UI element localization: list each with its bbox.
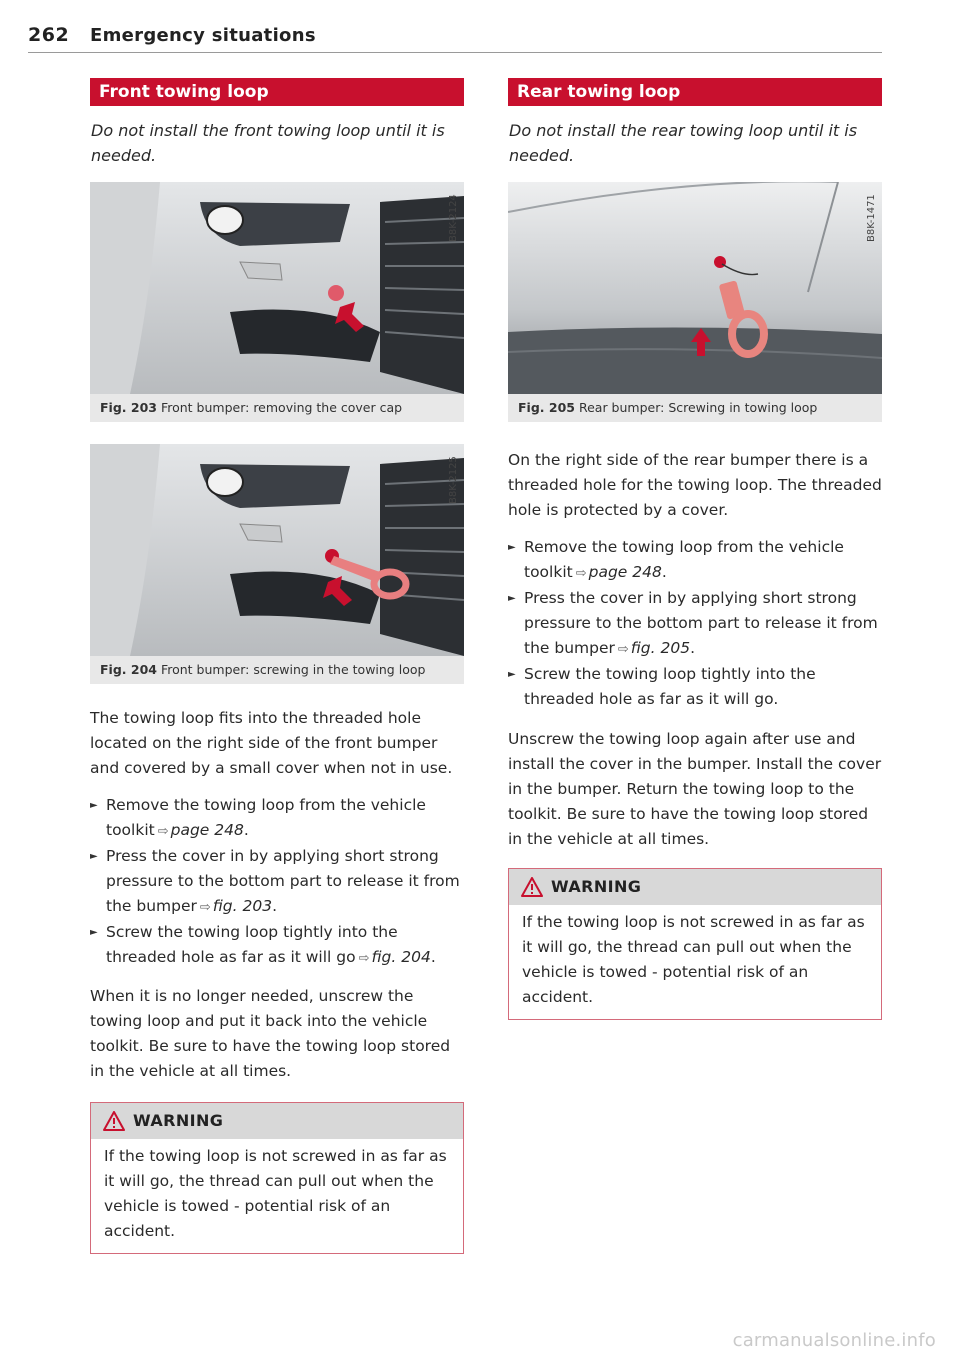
list-item-text: Screw the towing loop tightly into the threaded hole as far as it will go <box>106 923 398 966</box>
list-item <box>508 662 882 712</box>
warning-box <box>90 1102 464 1254</box>
intro-rear: Do not install the rear towing loop until it is needed. <box>509 121 858 165</box>
arrow-right-icon: ⇨ <box>617 642 629 657</box>
list-item-text: Remove the towing loop from the vehicle toolkit <box>106 796 426 839</box>
figure-code: B8K-2125 <box>448 456 459 504</box>
arrow-right-icon: ⇨ <box>575 566 587 581</box>
body-paragraph: The towing loop fits into the threaded hole located on the right side of the front bumper and covered by a small cover when not in use. <box>90 709 453 777</box>
page-header <box>28 22 882 53</box>
front-bumper-loop-illustration <box>90 444 464 656</box>
figure-caption-text: Front bumper: screwing in the towing loop <box>160 662 426 677</box>
figure-caption-text: Rear bumper: Screwing in towing loop <box>578 400 818 415</box>
figure-number: Fig. 204 <box>100 662 157 677</box>
warning-text: If the towing loop is not screwed in as far as it will go, the thread can pull out when the vehicle is towed - potential risk of an accident. <box>104 1147 447 1240</box>
front-towing-section <box>90 78 464 1254</box>
body-paragraph: When it is no longer needed, unscrew the towing loop and put it back into the vehicle toolkit. Be sure to have the towing loop stored in the vehicle at all times. <box>90 987 451 1080</box>
arrow-right-icon: ⇨ <box>199 900 211 915</box>
figure-204 <box>90 444 464 684</box>
rear-towing-section <box>508 78 882 1020</box>
warning-header <box>509 869 881 905</box>
figure-code: B8K-2124 <box>448 194 459 242</box>
list-item-text: Remove the towing loop from the vehicle toolkit <box>524 538 844 581</box>
figure-reference-link[interactable]: fig. 204 <box>371 948 431 966</box>
list-item: ► Press the cover in by applying short strong pressure to the bottom part to release it from the bumper ⇨ fig. 203. <box>90 844 464 920</box>
rear-bumper-loop-illustration <box>508 182 882 394</box>
list-item-text: Press the cover in by applying short strong pressure to the bottom part to release it from the bumper <box>524 589 878 657</box>
list-item-text: Press the cover in by applying short strong pressure to the bottom part to release it from the bumper <box>106 847 460 915</box>
front-bumper-cover-illustration <box>90 182 464 394</box>
page-reference-link[interactable]: page 248 <box>588 563 662 581</box>
chapter-title: Emergency situations <box>90 25 316 46</box>
list-item: ► Press the cover in by applying short strong pressure to the bottom part to release it from the bumper ⇨ fig. 205. <box>508 586 882 662</box>
instruction-list <box>90 793 464 971</box>
figure-reference-link[interactable]: fig. 205 <box>630 639 691 657</box>
list-item: ► Remove the towing loop from the vehicle toolkit ⇨ page 248. <box>508 535 882 586</box>
list-item: ► Remove the towing loop from the vehicle toolkit ⇨ page 248. <box>90 793 464 844</box>
section-title-rear: Rear towing loop <box>508 78 882 106</box>
intro-front: Do not install the front towing loop until it is needed. <box>91 121 445 165</box>
figure-caption <box>90 394 464 422</box>
figure-number: Fig. 203 <box>100 400 157 415</box>
body-paragraph: On the right side of the rear bumper there is a threaded hole for the towing loop. The threaded hole is protected by a cover. <box>508 451 882 519</box>
body-paragraph: Unscrew the towing loop again after use and install the cover in the bumper. Install the cover in the bumper. Return the towing loop to the toolkit. Be sure to have the towing loop stored in the vehicle at all times. <box>508 730 882 848</box>
figure-205 <box>508 182 882 422</box>
list-item: ► Screw the towing loop tightly into the threaded hole as far as it will go ⇨ fig. 204. <box>90 920 464 971</box>
figure-caption <box>90 656 464 684</box>
warning-header <box>91 1103 463 1139</box>
warning-triangle-icon <box>521 877 543 897</box>
list-item-text: Screw the towing loop tightly into the threaded hole as far as it will go. <box>524 665 816 708</box>
arrow-right-icon: ⇨ <box>157 824 169 839</box>
arrow-right-icon: ⇨ <box>358 951 370 966</box>
figure-reference-link[interactable]: fig. 203 <box>212 897 273 915</box>
warning-box <box>508 868 882 1020</box>
warning-text: If the towing loop is not screwed in as far as it will go, the thread can pull out when the vehicle is towed - potential risk of an accident. <box>522 913 865 1006</box>
page-number: 262 <box>28 24 70 46</box>
warning-label: WARNING <box>551 877 642 896</box>
figure-caption-text: Front bumper: removing the cover cap <box>160 400 403 415</box>
watermark: carmanualsonline.info <box>732 1330 936 1351</box>
figure-code: B8K-1471 <box>866 194 877 242</box>
section-title-front: Front towing loop <box>90 78 464 106</box>
page-reference-link[interactable]: page 248 <box>170 821 244 839</box>
figure-203 <box>90 182 464 422</box>
warning-triangle-icon <box>103 1111 125 1131</box>
warning-label: WARNING <box>133 1111 224 1130</box>
instruction-list <box>508 535 882 712</box>
figure-number: Fig. 205 <box>518 400 575 415</box>
figure-caption <box>508 394 882 422</box>
